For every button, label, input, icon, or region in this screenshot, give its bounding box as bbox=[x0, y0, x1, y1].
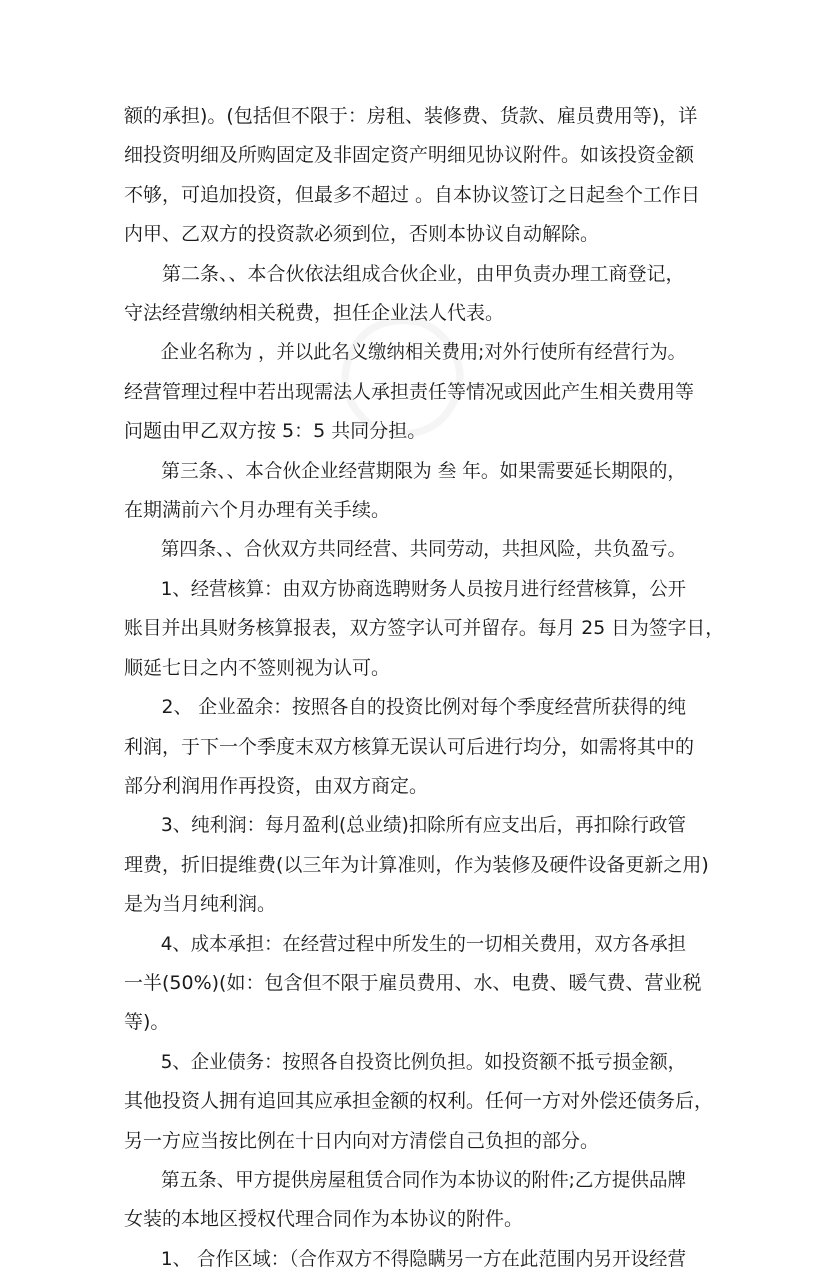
paragraph-line: 其他投资人拥有追回其应承担金额的权利。任何一方对外偿还债务后， bbox=[124, 1090, 714, 1113]
paragraph-line: 细投资明细及所购固定及非固定资产明细见协议附件。如该投资金额 bbox=[124, 144, 695, 167]
paragraph-line: 1、经营核算：由双方协商选聘财务人员按月进行经营核算，公开 bbox=[160, 577, 687, 600]
paragraph-line: 第三条、、本合伙企业经营期限为 叁 年。如果需要延长期限的， bbox=[161, 459, 687, 482]
paragraph-line: 内甲、乙双方的投资款必须到位，否则本协议自动解除。 bbox=[124, 223, 600, 246]
paragraph-line: 3、纯利润：每月盈利(总业绩)扣除所有应支出后，再扣除行政管 bbox=[160, 814, 686, 837]
paragraph-line: 企业名称为 ，并以此名义缴纳相关费用;对外行使所有经营行为。 bbox=[160, 341, 687, 364]
paragraph bbox=[124, 570, 724, 688]
paragraph-line: 守法经营缴纳相关税费，担任企业法人代表。 bbox=[124, 302, 505, 325]
paragraph bbox=[124, 1240, 724, 1279]
paragraph bbox=[124, 688, 724, 806]
paragraph bbox=[124, 255, 724, 334]
paragraph-line: 5、企业债务：按照各自投资比例负担。如投资额不抵亏损金额， bbox=[160, 1050, 687, 1073]
paragraph-line: 经营管理过程中若出现需法人承担责任等情况或因此产生相关费用等 bbox=[124, 380, 695, 403]
paragraph-line: 部分利润用作再投资，由双方商定。 bbox=[124, 774, 429, 797]
paragraph bbox=[124, 1161, 724, 1240]
paragraph bbox=[124, 1043, 724, 1161]
paragraph bbox=[124, 806, 724, 924]
paragraph-line: 第二条、、本合伙依法组成合伙企业，由甲负责办理工商登记， bbox=[162, 262, 685, 285]
paragraph-line: 在期满前六个月办理有关手续。 bbox=[124, 499, 391, 522]
paragraph-line: 第五条、甲方提供房屋租赁合同作为本协议的附件;乙方提供品牌 bbox=[161, 1168, 686, 1191]
paragraph-line: 一半(50%)(如：包含但不限于雇员费用、水、电费、暖气费、营业税 bbox=[124, 971, 702, 994]
paragraph bbox=[124, 530, 724, 569]
paragraph-line: 顺延七日之内不签则视为认可。 bbox=[124, 656, 391, 679]
paragraph-line: 利润，于下一个季度末双方核算无误认可后进行均分，如需将其中的 bbox=[124, 735, 695, 758]
document-body bbox=[124, 97, 724, 1279]
paragraph-line: 等)。 bbox=[124, 1011, 170, 1034]
paragraph-line: 女装的本地区授权代理合同作为本协议的附件。 bbox=[124, 1208, 524, 1231]
paragraph bbox=[124, 925, 724, 1043]
paragraph-line: 问题由甲乙双方按 5：5 共同分担。 bbox=[124, 420, 427, 443]
paragraph-line: 另一方应当按比例在十日内向对方清偿自己负担的部分。 bbox=[124, 1129, 600, 1152]
paragraph-line: 不够，可追加投资，但最多不超过 。自本协议签订之日起叁个工作日 bbox=[124, 183, 701, 206]
paragraph-line: 是为当月纯利润。 bbox=[124, 893, 277, 916]
paragraph bbox=[124, 452, 724, 531]
paragraph-line: 额的承担)。(包括但不限于：房租、装修费、货款、雇员费用等)，详 bbox=[124, 105, 698, 127]
paragraph bbox=[124, 333, 724, 451]
paragraph-line: 理费，折旧提维费(以三年为计算准则，作为装修及硬件设备更新之用) bbox=[124, 853, 709, 876]
paragraph-line: 1、 合作区域：（合作双方不得隐瞒另一方在此范围内另开设经营 bbox=[160, 1247, 686, 1270]
paragraph-line: 账目并出具财务核算报表，双方签字认可并留存。每月 25 日为签字日， bbox=[124, 617, 725, 640]
paragraph bbox=[124, 97, 724, 255]
paragraph-line: 第四条、、合伙双方共同经营、共同劳动，共担风险，共负盈亏。 bbox=[160, 538, 687, 561]
paragraph-line: 2、 企业盈余：按照各自的投资比例对每个季度经营所获得的纯 bbox=[161, 696, 687, 719]
paragraph-line: 4、成本承担：在经营过程中所发生的一切相关费用，双方各承担 bbox=[160, 932, 687, 955]
